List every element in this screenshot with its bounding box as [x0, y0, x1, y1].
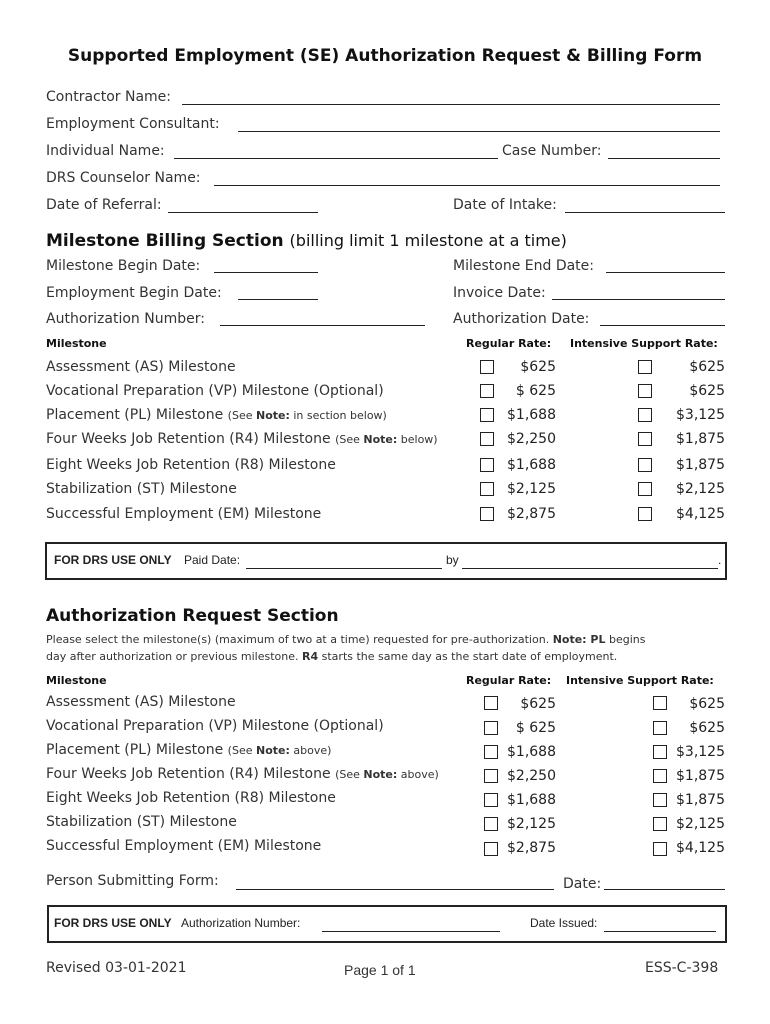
milestone-name	[46, 766, 439, 782]
regular-rate: $1,688	[507, 407, 556, 423]
billing-col-milestone: Milestone	[46, 337, 107, 350]
authorization-date-field[interactable]	[600, 325, 725, 326]
intensive-rate: $3,125	[676, 744, 725, 760]
milestone-begin-date-label: Milestone Begin Date:	[46, 258, 201, 274]
regular-rate: $1,688	[507, 744, 556, 760]
date-of-intake-field[interactable]	[565, 212, 725, 213]
milestone-title: Placement (PL) Milestone	[46, 407, 224, 423]
drs-use-only-label-2: FOR DRS USE ONLY	[54, 916, 172, 930]
authorization-number-label: Authorization Number:	[46, 311, 205, 327]
milestone-note: (See Note: in section below)	[227, 409, 387, 422]
billing-regular-checkbox[interactable]	[480, 360, 494, 374]
regular-rate: $ 625	[515, 383, 556, 399]
authorization-section-heading: Authorization Request Section	[46, 606, 339, 626]
paid-by-field[interactable]	[462, 568, 718, 569]
milestone-end-date-label: Milestone End Date:	[453, 258, 594, 274]
milestone-name: Eight Weeks Job Retention (R8) Milestone	[46, 790, 336, 806]
milestone-name: Assessment (AS) Milestone	[46, 359, 236, 375]
regular-rate: $1,688	[507, 457, 556, 473]
milestone-name: Assessment (AS) Milestone	[46, 694, 236, 710]
date-issued-field[interactable]	[604, 931, 716, 932]
milestone-note: (See Note: above)	[227, 744, 332, 757]
intensive-rate: $625	[689, 720, 725, 736]
auth-col-intensive: Intensive Support Rate:	[566, 674, 714, 687]
intensive-rate: $4,125	[676, 840, 725, 856]
milestone-name	[46, 407, 387, 423]
intensive-rate: $1,875	[676, 792, 725, 808]
employment-consultant-label: Employment Consultant:	[46, 116, 220, 132]
page-number: Page 1 of 1	[344, 962, 416, 978]
milestone-note: (See Note: below)	[335, 433, 438, 446]
form-title: Supported Employment (SE) Authorization Request & Billing Form	[67, 46, 703, 66]
submit-date-field[interactable]	[604, 889, 725, 890]
submit-date-label: Date:	[563, 876, 602, 892]
invoice-date-label: Invoice Date:	[453, 285, 546, 301]
milestone-title: Four Weeks Job Retention (R4) Milestone	[46, 766, 331, 782]
intensive-rate: $2,125	[676, 481, 725, 497]
regular-rate: $2,125	[507, 816, 556, 832]
invoice-date-field[interactable]	[552, 299, 725, 300]
paid-date-field[interactable]	[246, 568, 442, 569]
billing-intensive-checkbox[interactable]	[638, 432, 652, 446]
by-period: .	[718, 553, 722, 567]
milestone-name	[46, 431, 438, 447]
milestone-name: Vocational Preparation (VP) Milestone (Optional)	[46, 383, 384, 399]
milestone-begin-date-field[interactable]	[214, 272, 318, 273]
billing-regular-checkbox[interactable]	[480, 432, 494, 446]
form-id: ESS-C-398	[645, 960, 719, 976]
regular-rate: $2,875	[507, 840, 556, 856]
person-submitting-label: Person Submitting Form:	[46, 873, 219, 889]
intensive-rate: $2,125	[676, 816, 725, 832]
milestone-note: (See Note: above)	[335, 768, 439, 781]
regular-rate: $625	[520, 359, 556, 375]
milestone-title: Placement (PL) Milestone	[46, 742, 224, 758]
regular-rate: $2,250	[507, 431, 556, 447]
billing-intensive-checkbox[interactable]	[638, 384, 652, 398]
milestone-name: Successful Employment (EM) Milestone	[46, 506, 322, 522]
regular-rate: $625	[520, 696, 556, 712]
authorization-number-label-2: Authorization Number:	[181, 916, 301, 930]
intensive-rate: $1,875	[676, 768, 725, 784]
milestone-name: Stabilization (ST) Milestone	[46, 814, 237, 830]
case-number-field[interactable]	[608, 158, 720, 159]
milestone-end-date-field[interactable]	[606, 272, 725, 273]
authorization-note-line-1: Please select the milestone(s) (maximum of two at a time) requested for pre-authorization. Note: PL begins	[46, 633, 646, 646]
regular-rate: $ 625	[515, 720, 556, 736]
individual-name-label: Individual Name:	[46, 143, 165, 159]
drs-use-only-label: FOR DRS USE ONLY	[54, 553, 172, 567]
billing-intensive-checkbox[interactable]	[638, 360, 652, 374]
revised-date: Revised 03-01-2021	[46, 960, 187, 976]
authorization-note-line-2: day after authorization or previous milestone. R4 starts the same day as the start date of employment.	[46, 650, 618, 663]
billing-section-heading	[46, 231, 567, 251]
by-label: by	[446, 553, 459, 567]
billing-heading-title: Milestone Billing Section	[46, 231, 284, 251]
billing-regular-checkbox[interactable]	[480, 458, 494, 472]
employment-begin-date-label: Employment Begin Date:	[46, 285, 222, 301]
billing-col-regular: Regular Rate:	[466, 337, 552, 350]
intensive-rate: $625	[689, 359, 725, 375]
billing-intensive-checkbox[interactable]	[638, 507, 652, 521]
employment-consultant-field[interactable]	[238, 131, 720, 132]
billing-intensive-checkbox[interactable]	[638, 482, 652, 496]
billing-regular-checkbox[interactable]	[480, 507, 494, 521]
intensive-rate: $1,875	[676, 431, 725, 447]
milestone-name: Stabilization (ST) Milestone	[46, 481, 237, 497]
intensive-rate: $4,125	[676, 506, 725, 522]
paid-date-label: Paid Date:	[184, 553, 241, 567]
intensive-rate: $3,125	[676, 407, 725, 423]
person-submitting-field[interactable]	[236, 889, 554, 890]
authorization-date-label: Authorization Date:	[453, 311, 590, 327]
authorization-number-field[interactable]	[220, 325, 425, 326]
employment-begin-date-field[interactable]	[238, 299, 318, 300]
individual-name-field[interactable]	[174, 158, 498, 159]
intensive-rate: $625	[689, 383, 725, 399]
regular-rate: $1,688	[507, 792, 556, 808]
drs-counselor-label: DRS Counselor Name:	[46, 170, 201, 186]
billing-intensive-checkbox[interactable]	[638, 458, 652, 472]
milestone-title: Four Weeks Job Retention (R4) Milestone	[46, 431, 331, 447]
date-of-referral-field[interactable]	[168, 212, 318, 213]
drs-counselor-field[interactable]	[214, 185, 720, 186]
date-of-referral-label: Date of Referral:	[46, 197, 162, 213]
intensive-rate: $1,875	[676, 457, 725, 473]
date-issued-label: Date Issued:	[530, 916, 598, 930]
billing-heading-note: (billing limit 1 milestone at a time)	[289, 231, 567, 250]
auth-col-regular: Regular Rate:	[466, 674, 552, 687]
milestone-name: Eight Weeks Job Retention (R8) Milestone	[46, 457, 336, 473]
billing-regular-checkbox[interactable]	[480, 384, 494, 398]
authorization-number-field-2[interactable]	[322, 931, 500, 932]
case-number-label: Case Number:	[502, 143, 602, 159]
milestone-name: Vocational Preparation (VP) Milestone (Optional)	[46, 718, 384, 734]
billing-intensive-checkbox[interactable]	[638, 408, 652, 422]
intensive-rate: $625	[689, 696, 725, 712]
milestone-name	[46, 742, 331, 758]
regular-rate: $2,875	[507, 506, 556, 522]
billing-regular-checkbox[interactable]	[480, 482, 494, 496]
contractor-name-field[interactable]	[182, 104, 720, 105]
regular-rate: $2,250	[507, 768, 556, 784]
date-of-intake-label: Date of Intake:	[453, 197, 557, 213]
contractor-name-label: Contractor Name:	[46, 89, 172, 105]
billing-col-intensive: Intensive Support Rate:	[570, 337, 718, 350]
billing-regular-checkbox[interactable]	[480, 408, 494, 422]
auth-col-milestone: Milestone	[46, 674, 107, 687]
milestone-name: Successful Employment (EM) Milestone	[46, 838, 322, 854]
regular-rate: $2,125	[507, 481, 556, 497]
